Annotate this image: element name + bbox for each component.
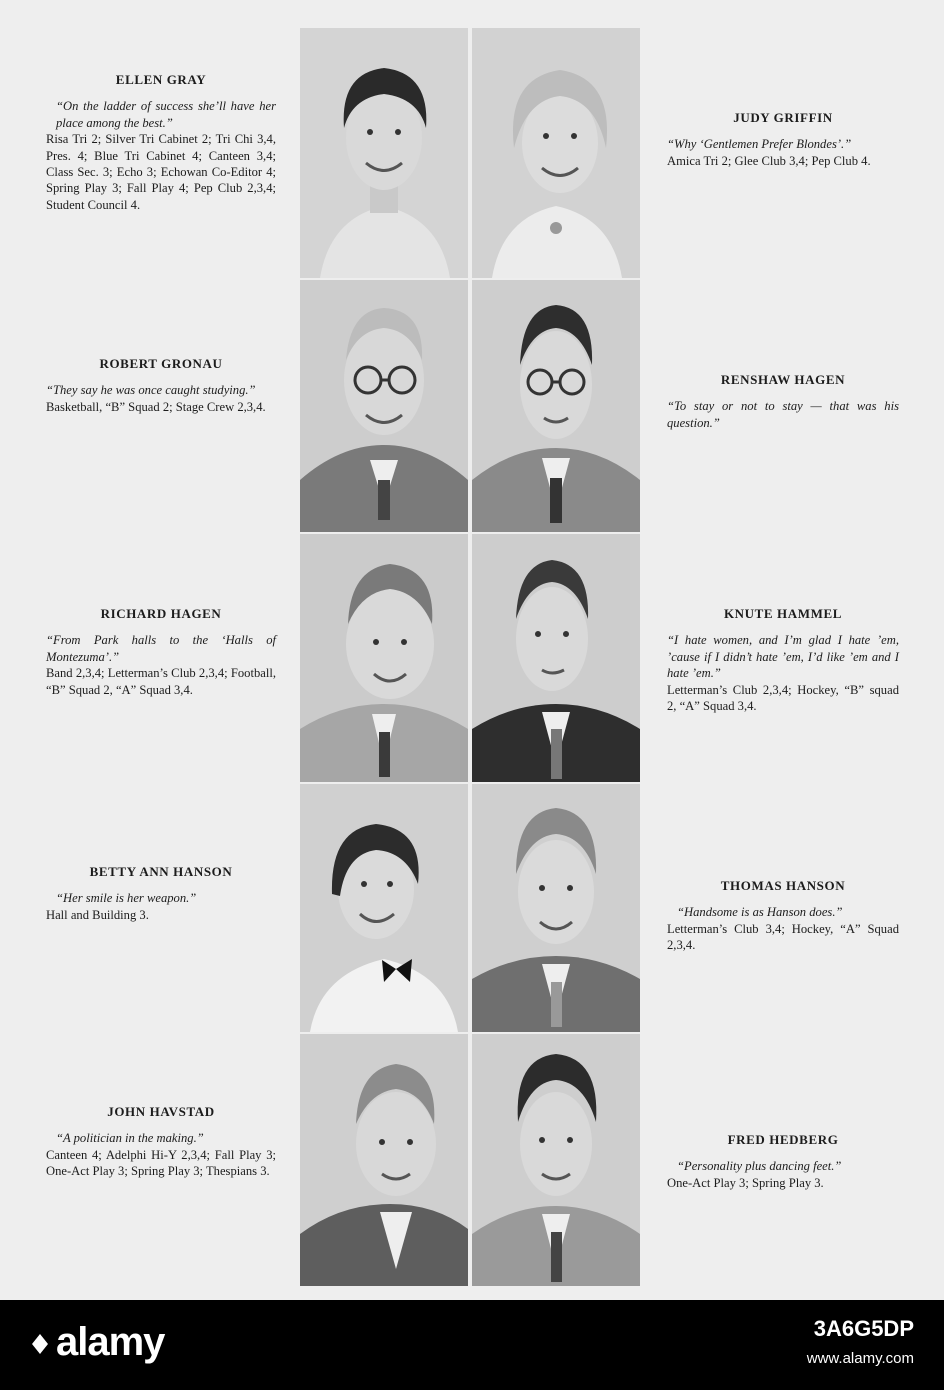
portrait-ellen-gray [300, 28, 468, 278]
student-quote: “They say he was once caught studying.” [46, 383, 256, 398]
student-name: JOHN HAVSTAD [107, 1104, 215, 1119]
student-quote: “A politician in the making.” [56, 1131, 204, 1146]
student-entry [46, 1104, 276, 1180]
portrait-judy-griffin [472, 28, 640, 278]
alamy-logo-icon [30, 1332, 50, 1356]
student-quote: “On the ladder of success she’ll have her place among the best.” [56, 99, 276, 130]
portrait-photo [472, 280, 640, 532]
student-name: KNUTE HAMMEL [723, 606, 843, 621]
portrait-thomas-hanson [472, 784, 640, 1032]
student-name: THOMAS HANSON [720, 878, 846, 893]
student-entry [46, 606, 276, 698]
student-quote: “Personality plus dancing feet.” [677, 1159, 842, 1174]
portrait-photo [300, 534, 468, 782]
student-entry [46, 864, 276, 923]
alamy-logo: alamy [30, 1320, 164, 1365]
portrait-photo [300, 784, 468, 1032]
student-quote: “To stay or not to stay — that was his question.” [667, 399, 899, 430]
student-quote: “Handsome is as Hanson does.” [677, 905, 843, 920]
portrait-john-havstad [300, 1034, 468, 1286]
portrait-photo [472, 534, 640, 782]
student-name: ROBERT GRONAU [99, 356, 223, 371]
portrait-photo [300, 28, 468, 278]
student-activities: One-Act Play 3; Spring Play 3. [667, 1175, 824, 1190]
portrait-photo [300, 1034, 468, 1286]
student-entry [667, 606, 899, 714]
portrait-richard-hagen [300, 534, 468, 782]
portrait-betty-ann-hanson [300, 784, 468, 1032]
portrait-photo [472, 784, 640, 1032]
student-activities: Amica Tri 2; Glee Club 3,4; Pep Club 4. [667, 153, 871, 168]
portrait-photo [300, 280, 468, 532]
student-quote: “Why ‘Gentlemen Prefer Blondes’.” [667, 137, 852, 152]
student-quote: “From Park halls to the ‘Halls of Montezuma’.” [46, 633, 276, 664]
student-quote: “Her smile is her weapon.” [56, 891, 197, 906]
student-entry [667, 878, 899, 954]
portrait-photo [472, 28, 640, 278]
portrait-robert-gronau [300, 280, 468, 532]
student-activities: Canteen 4; Adelphi Hi-Y 2,3,4; Fall Play 3; One-Act Play 3; Spring Play 3; Thespians 3. [46, 1147, 276, 1179]
student-name: FRED HEDBERG [727, 1132, 839, 1147]
student-name: ELLEN GRAY [115, 72, 207, 87]
student-name: RENSHAW HAGEN [720, 372, 846, 387]
student-entry [667, 1132, 899, 1191]
image-url: www.alamy.com [806, 1350, 914, 1367]
student-name: BETTY ANN HANSON [89, 864, 233, 879]
portrait-knute-hammel [472, 534, 640, 782]
student-entry [667, 372, 899, 431]
watermark-bar [0, 1300, 944, 1390]
portrait-photo [472, 1034, 640, 1286]
student-activities: Letterman’s Club 2,3,4; Hockey, “B” squad 2, “A” Squad 3,4. [667, 682, 899, 714]
student-activities: Hall and Building 3. [46, 907, 149, 922]
student-name: JUDY GRIFFIN [733, 110, 833, 125]
student-activities: Risa Tri 2; Silver Tri Cabinet 2; Tri Chi 3,4, Pres. 4; Blue Tri Cabinet 4; Canteen 3,4; Class Sec. 3; Echo 3; Echowan Co-Editor 4; Spring Play 3; Fall Play 4; Pep Club 2,3,4; Student Council 4. [46, 132, 276, 212]
student-name: RICHARD HAGEN [100, 606, 222, 621]
image-code: 3A6G5DP [813, 1316, 914, 1341]
portrait-fred-hedberg [472, 1034, 640, 1286]
student-entry [667, 110, 899, 169]
portrait-renshaw-hagen [472, 280, 640, 532]
student-entry [46, 356, 276, 415]
student-activities: Letterman’s Club 3,4; Hockey, “A” Squad 2,3,4. [667, 921, 899, 953]
student-activities: Band 2,3,4; Letterman’s Club 2,3,4; Football, “B” Squad 2, “A” Squad 3,4. [46, 666, 276, 697]
student-quote: “I hate women, and I’m glad I hate ’em, ’cause if I didn’t hate ’em, I’d like ’em and I hate ’em.” [667, 633, 899, 681]
student-activities: Basketball, “B” Squad 2; Stage Crew 2,3,4. [46, 399, 266, 414]
student-entry [46, 72, 276, 213]
